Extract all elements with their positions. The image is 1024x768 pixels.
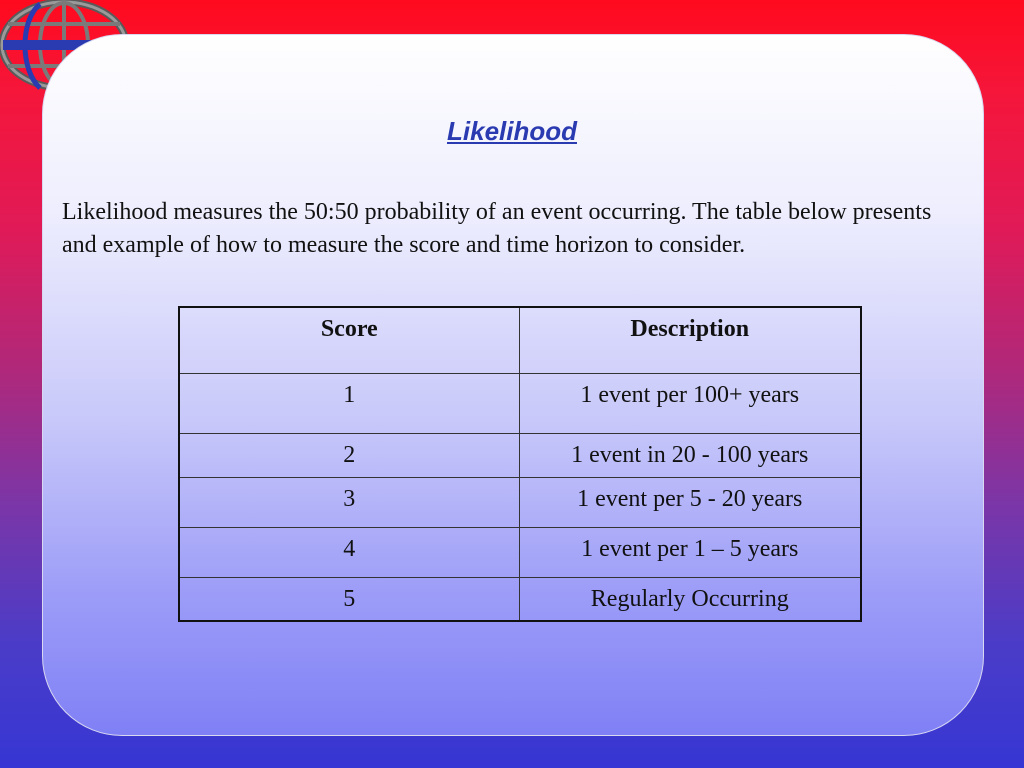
intro-paragraph: Likelihood measures the 50:50 probability of an event occurring. The table below presents and example of how to measure the score and time horizon to consider. bbox=[62, 199, 932, 258]
score-cell: 1 bbox=[179, 373, 519, 433]
score-cell: 3 bbox=[179, 477, 519, 527]
table-row bbox=[179, 373, 861, 433]
description-cell: 1 event in 20 - 100 years bbox=[519, 433, 861, 477]
header-score: Score bbox=[179, 307, 519, 373]
description-cell: 1 event per 5 - 20 years bbox=[519, 477, 861, 527]
likelihood-table bbox=[178, 306, 862, 622]
description-cell: 1 event per 100+ years bbox=[519, 373, 861, 433]
score-cell: 5 bbox=[179, 577, 519, 621]
description-cell: 1 event per 1 – 5 years bbox=[519, 527, 861, 577]
table-row bbox=[179, 527, 861, 577]
table-header-row bbox=[179, 307, 861, 373]
score-cell: 4 bbox=[179, 527, 519, 577]
score-cell: 2 bbox=[179, 433, 519, 477]
description-cell: Regularly Occurring bbox=[519, 577, 861, 621]
slide-title: Likelihood bbox=[447, 116, 577, 146]
table-row bbox=[179, 577, 861, 621]
table-row bbox=[179, 477, 861, 527]
table-row bbox=[179, 433, 861, 477]
header-description: Description bbox=[519, 307, 861, 373]
